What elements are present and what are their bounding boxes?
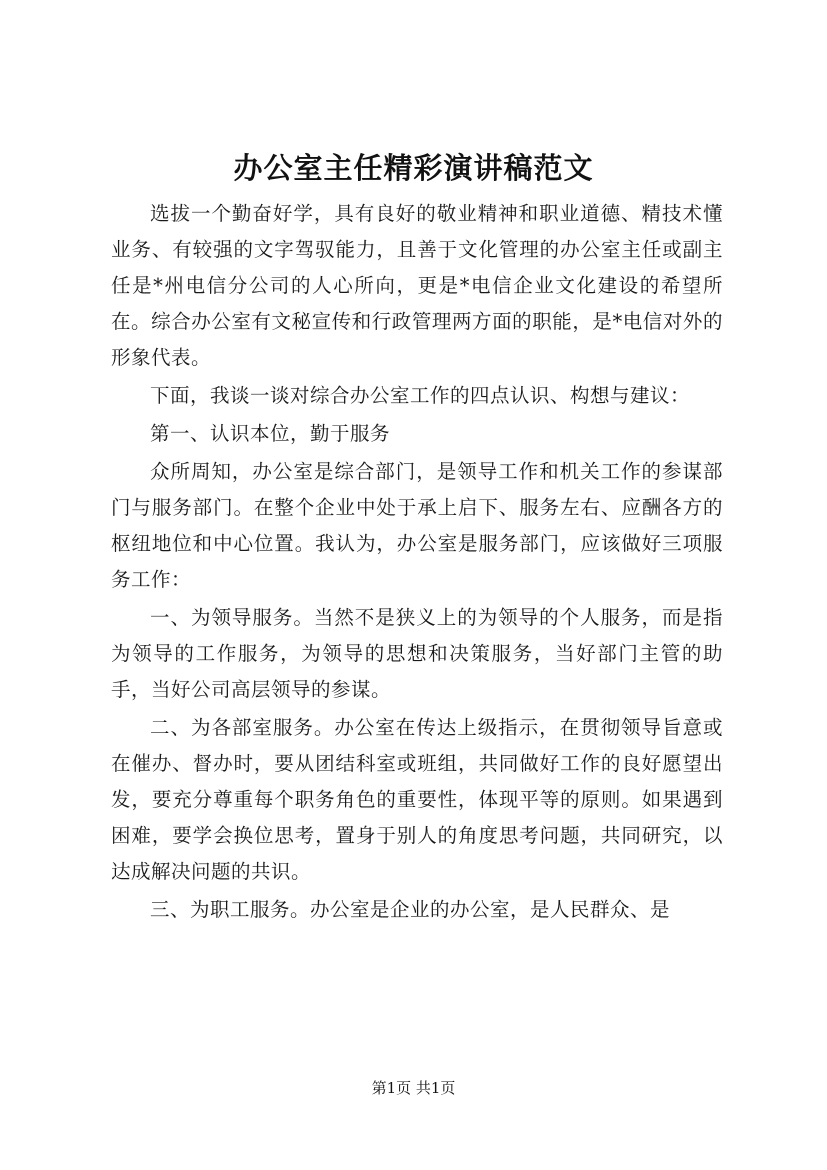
paragraph-serve-departments: 二、为各部室服务。办公室在传达上级指示，在贯彻领导旨意或在催办、督办时，要从团结科室或班组，共同做好工作的良好愿望出发，要充分尊重每个职务角色的重要性，体现平等的原则。如果遇到困难，要学会换位思考，置身于别人的角度思考问题，共同研究，以达成解决问题的共识。 bbox=[111, 716, 723, 883]
paragraph-intro: 选拔一个勤奋好学，具有良好的敬业精神和职业道德、精技术懂业务、有较强的文字驾驭能力，且善于文化管理的办公室主任或副主任是*州电信分公司的人心所向，更是*电信企业文化建设的希望所在。综合办公室有文秘宣传和行政管理两方面的职能，是*电信对外的形象代表。 bbox=[111, 202, 723, 369]
paragraph-serve-leaders: 一、为领导服务。当然不是狭义上的为领导的个人服务，而是指为领导的工作服务，为领导的思想和决策服务，当好部门主管的助手，当好公司高层领导的参谋。 bbox=[111, 606, 723, 701]
paragraph-outline: 下面，我谈一谈对综合办公室工作的四点认识、构想与建议： bbox=[150, 384, 691, 407]
page-number-footer: 第1页 共1页 bbox=[371, 1079, 456, 1097]
paragraph-serve-staff: 三、为职工服务。办公室是企业的办公室，是人民群众、是 bbox=[150, 898, 671, 921]
paragraph-office-role: 众所周知，办公室是综合部门，是领导工作和机关工作的参谋部门与服务部门。在整个企业中处于承上启下、服务左右、应酬各方的枢纽地位和中心位置。我认为，办公室是服务部门，应该做好三项服务工作： bbox=[111, 460, 723, 591]
section-heading-first: 第一、认识本位，勤于服务 bbox=[150, 422, 391, 445]
document-body bbox=[111, 196, 723, 928]
document-title: 办公室主任精彩演讲稿范文 bbox=[233, 151, 594, 185]
